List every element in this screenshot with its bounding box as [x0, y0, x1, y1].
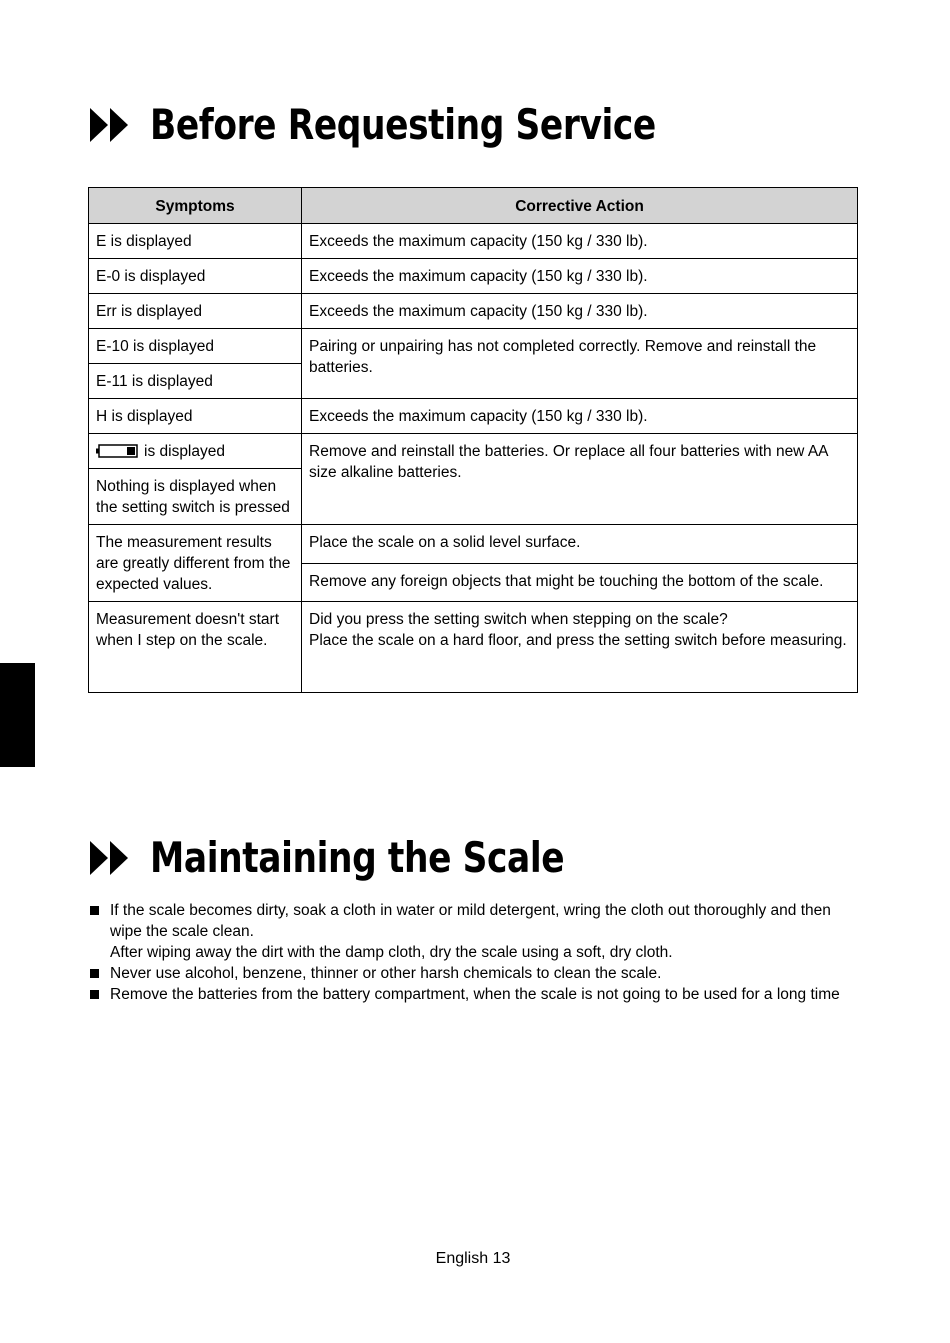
double-arrow-icon	[88, 839, 130, 877]
header-symptoms: Symptoms	[89, 188, 302, 224]
list-item-text: Never use alcohol, benzene, thinner or other harsh chemicals to clean the scale.	[110, 965, 662, 982]
action-cell: Pairing or unpairing has not completed correctly. Remove and reinstall the batteries.	[302, 329, 858, 399]
section-tab-marker	[0, 663, 35, 767]
square-bullet-icon	[90, 906, 99, 915]
symptom-cell: E-0 is displayed	[89, 259, 302, 294]
table-row	[89, 602, 858, 693]
section-title: Maintaining the Scale	[150, 833, 565, 882]
action-cell	[302, 602, 858, 693]
action-cell: Exceeds the maximum capacity (150 kg / 330 lb).	[302, 224, 858, 259]
list-item-text: After wiping away the dirt with the damp cloth, dry the scale using a soft, dry cloth.	[110, 944, 673, 961]
symptom-cell: E is displayed	[89, 224, 302, 259]
square-bullet-icon	[90, 990, 99, 999]
list-item	[88, 963, 863, 984]
list-item-text: If the scale becomes dirty, soak a cloth in water or mild detergent, wring the cloth out thoroughly and then wipe the scale clean.	[110, 902, 831, 940]
symptom-cell: E-11 is displayed	[89, 364, 302, 399]
section-heading-maintenance	[88, 833, 655, 882]
table-row	[89, 434, 858, 469]
symptom-cell: Err is displayed	[89, 294, 302, 329]
action-cell: Exceeds the maximum capacity (150 kg / 330 lb).	[302, 294, 858, 329]
table-header-row	[89, 188, 858, 224]
table-row	[89, 329, 858, 364]
section-heading-service	[88, 100, 767, 149]
symptom-text: is displayed	[144, 443, 225, 460]
table-row	[89, 259, 858, 294]
action-cell: Place the scale on a solid level surface.	[302, 525, 858, 564]
list-item-text: Remove the batteries from the battery compartment, when the scale is not going to be used for a long time	[110, 986, 840, 1003]
table-row	[89, 294, 858, 329]
symptom-cell	[89, 434, 302, 469]
square-bullet-icon	[90, 969, 99, 978]
symptom-cell: Nothing is displayed when the setting switch is pressed	[89, 469, 302, 525]
action-cell: Remove any foreign objects that might be touching the bottom of the scale.	[302, 563, 858, 602]
action-line: Did you press the setting switch when stepping on the scale?	[309, 611, 728, 628]
action-line: Place the scale on a hard floor, and press the setting switch before measuring.	[309, 632, 847, 649]
troubleshooting-table	[88, 187, 858, 693]
double-arrow-icon	[88, 106, 130, 144]
header-corrective-action: Corrective Action	[302, 188, 858, 224]
list-item	[88, 900, 863, 963]
action-cell: Remove and reinstall the batteries. Or replace all four batteries with new AA size alkaline batteries.	[302, 434, 858, 525]
symptom-cell: E-10 is displayed	[89, 329, 302, 364]
symptom-cell: H is displayed	[89, 399, 302, 434]
action-cell: Exceeds the maximum capacity (150 kg / 330 lb).	[302, 259, 858, 294]
symptom-cell: Measurement doesn't start when I step on the scale.	[89, 602, 302, 693]
low-battery-icon	[96, 444, 138, 458]
page-title: Before Requesting Service	[150, 100, 656, 149]
page-footer: English 13	[435, 1250, 511, 1267]
action-cell: Exceeds the maximum capacity (150 kg / 330 lb).	[302, 399, 858, 434]
table-row	[89, 525, 858, 564]
list-item	[88, 984, 863, 1005]
table-row	[89, 224, 858, 259]
maintenance-list	[88, 900, 863, 1005]
table-row	[89, 399, 858, 434]
symptom-cell: The measurement results are greatly different from the expected values.	[89, 525, 302, 602]
